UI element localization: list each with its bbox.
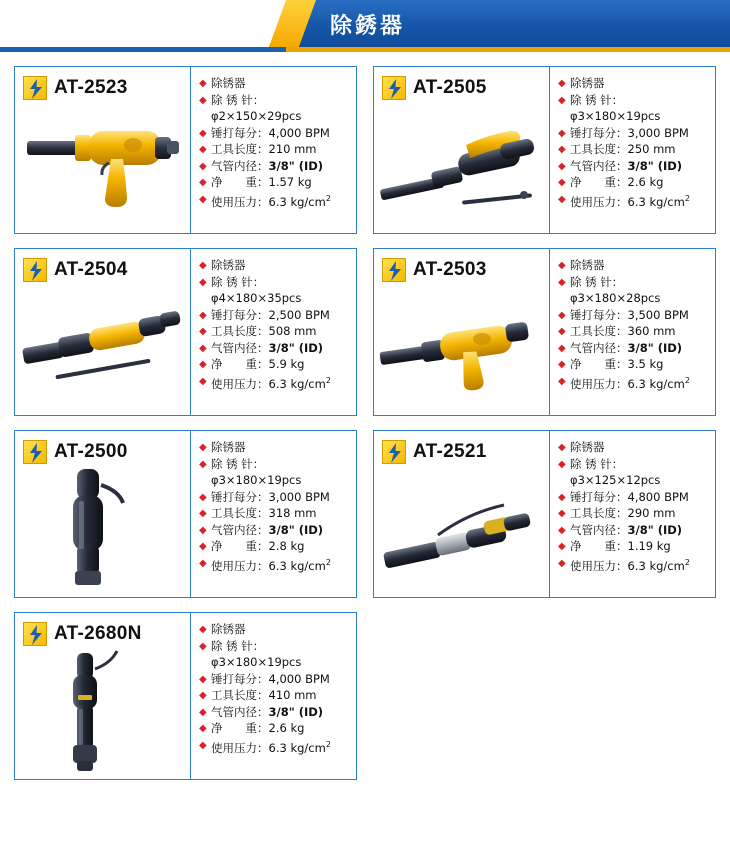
spec-length: ◆ 工具长度：410 mm	[199, 688, 317, 702]
product-row	[14, 248, 716, 416]
spec-needle-value: φ3×180×19pcs	[211, 655, 302, 669]
bullet-icon: ◆	[199, 624, 207, 635]
spec-hose: ◆ 气管内径：3/8" (ID)	[558, 340, 683, 355]
product-photo	[15, 643, 191, 779]
product-title-row	[374, 67, 549, 101]
spec-weight: ◆ 净 重：3.5 kg	[558, 357, 664, 371]
spec-bpm: ◆ 锤打每分：3,000 BPM	[199, 489, 330, 504]
product-row	[14, 66, 716, 234]
spec-pressure: ◆ 使用压力：6.3 $kg/cm^2$	[199, 739, 331, 755]
spec-list	[199, 257, 352, 392]
bullet-icon: ◆	[199, 557, 207, 569]
bullet-icon: ◆	[558, 458, 566, 470]
bullet-icon: ◆	[199, 326, 207, 337]
spec-needle-value: φ3×125×12pcs	[570, 473, 661, 487]
bullet-icon: ◆	[199, 342, 207, 354]
product-model: AT-2504	[54, 258, 128, 280]
spec-length: ◆ 工具长度：508 mm	[199, 324, 317, 338]
product-spec-pane	[191, 67, 356, 233]
spec-length: ◆ 工具长度：360 mm	[558, 324, 676, 338]
spec-category: ◆ 除锈器	[199, 76, 246, 90]
spec-list	[199, 439, 352, 574]
product-image-pane	[15, 613, 191, 779]
bullet-icon: ◆	[199, 127, 207, 139]
spec-pressure: ◆ 使用压力：6.3 $kg/cm^2$	[558, 557, 690, 573]
product-grid	[0, 52, 730, 780]
bullet-icon: ◆	[199, 144, 207, 155]
bullet-icon: ◆	[558, 177, 566, 188]
product-row	[14, 612, 716, 780]
bullet-icon: ◆	[558, 276, 566, 288]
spec-weight: ◆ 净 重：2.8 kg	[199, 539, 305, 553]
bullet-icon: ◆	[199, 524, 207, 536]
bullet-icon: ◆	[199, 375, 207, 387]
bullet-icon: ◆	[558, 375, 566, 387]
spec-hose: ◆ 气管内径：3/8" (ID)	[199, 158, 324, 173]
bullet-icon: ◆	[558, 359, 566, 370]
product-photo	[374, 279, 550, 415]
spec-hose: ◆ 气管内径：3/8" (ID)	[558, 522, 683, 537]
spec-needle-value: φ4×180×35pcs	[211, 291, 302, 305]
spec-needle-value: φ3×180×19pcs	[211, 473, 302, 487]
bullet-icon: ◆	[558, 557, 566, 569]
product-card[interactable]	[14, 66, 357, 234]
bullet-icon: ◆	[199, 276, 207, 288]
brand-badge-icon	[23, 622, 47, 646]
product-title-row	[15, 249, 190, 283]
spec-length: ◆ 工具长度：250 mm	[558, 142, 676, 156]
product-image-pane	[15, 431, 191, 597]
bullet-icon: ◆	[558, 524, 566, 536]
spec-pressure: ◆ 使用压力：6.3 $kg/cm^2$	[199, 375, 331, 391]
bullet-icon: ◆	[199, 177, 207, 188]
spec-hose: ◆ 气管内径：3/8" (ID)	[199, 340, 324, 355]
product-card[interactable]	[373, 66, 716, 234]
product-card[interactable]	[373, 430, 716, 598]
product-model: AT-2521	[413, 440, 487, 462]
product-title-row	[15, 613, 190, 647]
spec-needle-value: φ3×180×28pcs	[570, 291, 661, 305]
spec-pressure: ◆ 使用压力：6.3 $kg/cm^2$	[558, 193, 690, 209]
bullet-icon: ◆	[199, 673, 207, 685]
bullet-icon: ◆	[558, 193, 566, 205]
spec-weight: ◆ 净 重：5.9 kg	[199, 357, 305, 371]
product-card[interactable]	[14, 612, 357, 780]
product-photo	[374, 461, 550, 597]
bullet-icon: ◆	[558, 326, 566, 337]
bullet-icon: ◆	[199, 508, 207, 519]
spec-pressure: ◆ 使用压力：6.3 $kg/cm^2$	[558, 375, 690, 391]
spec-category: ◆ 除锈器	[199, 622, 246, 636]
bullet-icon: ◆	[558, 160, 566, 172]
product-photo	[15, 461, 191, 597]
bullet-icon: ◆	[558, 541, 566, 552]
spec-hose: ◆ 气管内径：3/8" (ID)	[199, 522, 324, 537]
spec-category: ◆ 除锈器	[558, 76, 605, 90]
bullet-icon: ◆	[199, 723, 207, 734]
product-spec-pane	[550, 249, 715, 415]
product-model: AT-2500	[54, 440, 128, 462]
product-spec-pane	[550, 431, 715, 597]
product-card[interactable]	[14, 430, 357, 598]
product-spec-pane	[191, 249, 356, 415]
product-spec-pane	[550, 67, 715, 233]
product-spec-pane	[191, 431, 356, 597]
bullet-icon: ◆	[558, 342, 566, 354]
spec-needle-label: ◆ 除 锈 针：	[199, 274, 265, 289]
bullet-icon: ◆	[199, 706, 207, 718]
brand-badge-icon	[23, 76, 47, 100]
product-image-pane	[15, 249, 191, 415]
product-image-pane	[374, 249, 550, 415]
spec-list	[199, 75, 352, 210]
product-photo	[15, 279, 191, 415]
bullet-icon: ◆	[199, 78, 207, 89]
bullet-icon: ◆	[199, 541, 207, 552]
bullet-icon: ◆	[199, 690, 207, 701]
brand-badge-icon	[382, 258, 406, 282]
spec-bpm: ◆ 锤打每分：4,000 BPM	[199, 125, 330, 140]
spec-needle-label: ◆ 除 锈 针：	[199, 92, 265, 107]
bullet-icon: ◆	[199, 442, 207, 453]
spec-category: ◆ 除锈器	[558, 258, 605, 272]
product-photo	[374, 97, 550, 233]
product-model: AT-2505	[413, 76, 487, 98]
spec-category: ◆ 除锈器	[558, 440, 605, 454]
product-spec-pane	[191, 613, 356, 779]
product-model: AT-2503	[413, 258, 487, 280]
spec-list	[558, 439, 711, 574]
bullet-icon: ◆	[199, 491, 207, 503]
product-model: AT-2523	[54, 76, 128, 98]
product-image-pane	[374, 431, 550, 597]
brand-badge-icon	[23, 440, 47, 464]
bullet-icon: ◆	[558, 442, 566, 453]
bullet-icon: ◆	[558, 94, 566, 106]
spec-list	[558, 75, 711, 210]
product-card[interactable]	[373, 248, 716, 416]
spec-needle-label: ◆ 除 锈 针：	[558, 92, 624, 107]
spec-length: ◆ 工具长度：290 mm	[558, 506, 676, 520]
spec-bpm: ◆ 锤打每分：4,800 BPM	[558, 489, 689, 504]
spec-bpm: ◆ 锤打每分：3,500 BPM	[558, 307, 689, 322]
product-model: AT-2680N	[54, 622, 142, 644]
spec-needle-label: ◆ 除 锈 针：	[199, 638, 265, 653]
brand-badge-icon	[382, 440, 406, 464]
bullet-icon: ◆	[558, 260, 566, 271]
spec-hose: ◆ 气管内径：3/8" (ID)	[199, 704, 324, 719]
brand-badge-icon	[382, 76, 406, 100]
spec-weight: ◆ 净 重：2.6 kg	[199, 721, 305, 735]
product-card[interactable]	[14, 248, 357, 416]
spec-length: ◆ 工具长度：210 mm	[199, 142, 317, 156]
product-image-pane	[15, 67, 191, 233]
empty-grid-slot	[373, 612, 716, 780]
product-title-row	[15, 431, 190, 465]
spec-weight: ◆ 净 重：1.19 kg	[558, 539, 671, 553]
product-title-row	[15, 67, 190, 101]
product-title-row	[374, 249, 549, 283]
bullet-icon: ◆	[199, 94, 207, 106]
spec-bpm: ◆ 锤打每分：2,500 BPM	[199, 307, 330, 322]
bullet-icon: ◆	[558, 144, 566, 155]
product-photo	[15, 97, 191, 233]
spec-category: ◆ 除锈器	[199, 258, 246, 272]
spec-category: ◆ 除锈器	[199, 440, 246, 454]
bullet-icon: ◆	[558, 78, 566, 89]
page-banner	[0, 0, 730, 52]
bullet-icon: ◆	[199, 160, 207, 172]
bullet-icon: ◆	[199, 193, 207, 205]
brand-badge-icon	[23, 258, 47, 282]
bullet-icon: ◆	[199, 359, 207, 370]
spec-needle-label: ◆ 除 锈 针：	[558, 274, 624, 289]
spec-bpm: ◆ 锤打每分：4,000 BPM	[199, 671, 330, 686]
spec-needle-label: ◆ 除 锈 针：	[199, 456, 265, 471]
spec-weight: ◆ 净 重：1.57 kg	[199, 175, 312, 189]
spec-needle-value: φ3×180×19pcs	[570, 109, 661, 123]
spec-bpm: ◆ 锤打每分：3,000 BPM	[558, 125, 689, 140]
spec-needle-value: φ2×150×29pcs	[211, 109, 302, 123]
product-image-pane	[374, 67, 550, 233]
bullet-icon: ◆	[558, 508, 566, 519]
spec-list	[199, 621, 352, 756]
spec-length: ◆ 工具长度：318 mm	[199, 506, 317, 520]
bullet-icon: ◆	[558, 491, 566, 503]
spec-list	[558, 257, 711, 392]
bullet-icon: ◆	[199, 309, 207, 321]
spec-needle-label: ◆ 除 锈 针：	[558, 456, 624, 471]
bullet-icon: ◆	[199, 260, 207, 271]
spec-hose: ◆ 气管内径：3/8" (ID)	[558, 158, 683, 173]
spec-weight: ◆ 净 重：2.6 kg	[558, 175, 664, 189]
bullet-icon: ◆	[199, 640, 207, 652]
bullet-icon: ◆	[199, 458, 207, 470]
product-title-row	[374, 431, 549, 465]
bullet-icon: ◆	[199, 739, 207, 751]
product-row	[14, 430, 716, 598]
bullet-icon: ◆	[558, 127, 566, 139]
bullet-icon: ◆	[558, 309, 566, 321]
spec-pressure: ◆ 使用压力：6.3 $kg/cm^2$	[199, 193, 331, 209]
page-title: 除銹器	[330, 14, 406, 39]
spec-pressure: ◆ 使用压力：6.3 $kg/cm^2$	[199, 557, 331, 573]
